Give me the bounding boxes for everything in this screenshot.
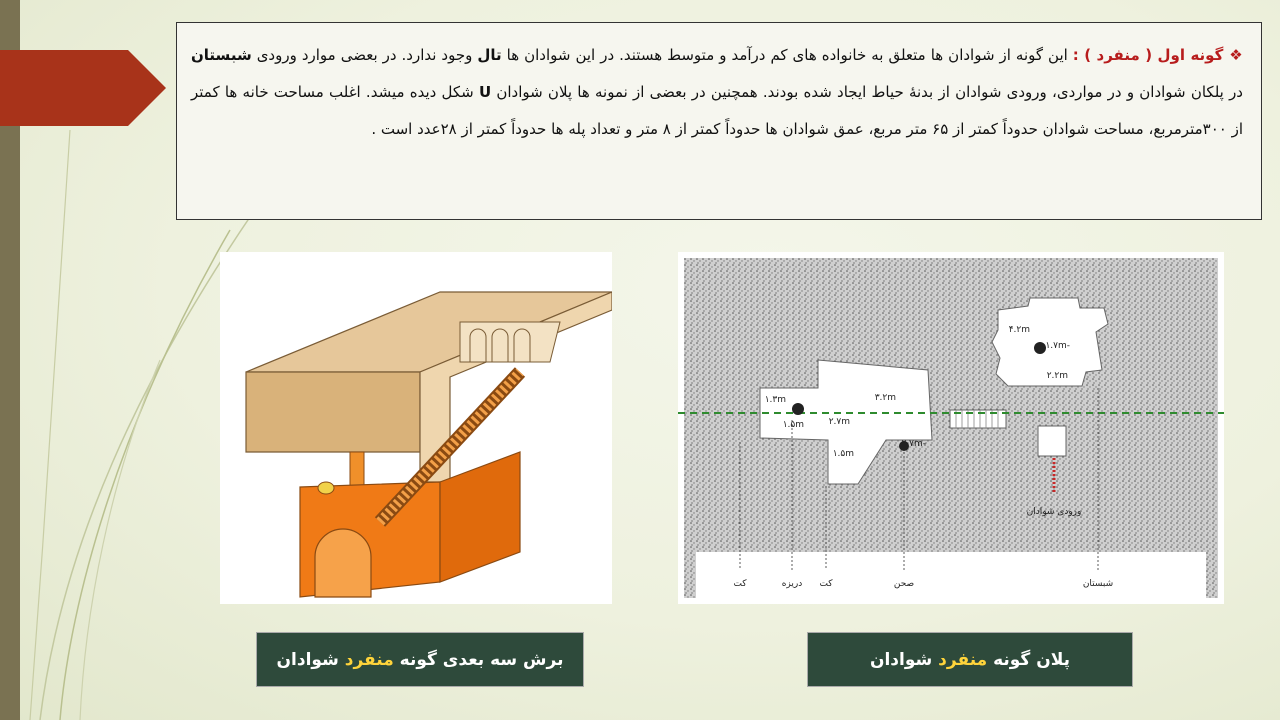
plan-caption [807, 632, 1133, 687]
text-segment: این گونه از شوادان ها متعلق به خانواده های کم درآمد و متوسط هستند. در این شوادان ها [501, 46, 1073, 64]
caption-text: پلان گونه [993, 649, 1071, 670]
text-segment: در پلکان شوادان و در مواردی، ورودی شوادان از بدنهٔ حیاط ایجاد شده بودند. همچنین در بعضی از نمونه ها پلان شوادان [491, 83, 1243, 101]
section-label: صحن [893, 579, 915, 589]
caption-highlight: منفرد [938, 649, 988, 670]
dim-label: ۲.۷m [828, 417, 850, 427]
dim-label: ۱.۳m [764, 395, 786, 405]
isometric-caption [256, 632, 584, 687]
bold-term-tal: تال [477, 46, 502, 64]
lead-heading: گونه اول ( منفرد ) : [1072, 46, 1224, 64]
caption-text: شوادان [869, 649, 933, 670]
entrance-label: ورودی شوادان [1026, 507, 1082, 517]
section-label: کت [733, 579, 747, 589]
caption-text: برش سه بعدی گونه [399, 649, 564, 670]
dim-label: ۱.۵m [782, 420, 804, 430]
dim-label: -۲.۷m [901, 439, 926, 449]
plan-drawing [678, 252, 1224, 604]
description-text-box [176, 22, 1262, 220]
dim-label: -۱.۷m [1045, 341, 1070, 351]
dim-label: ۴.۲m [1008, 325, 1030, 335]
text-segment: وجود ندارد. در بعضی موارد ورودی [251, 46, 478, 64]
text-segment: شکل دیده میشد. اغلب مساحت خانه ها کمتر از ۳۰۰مترمربع، مساحت شوادان حدوداً کمتر از ۶۵ متر مربع، عمق شوادان ها حدوداً کمتر از ۸ متر و تعداد پله ها حدوداً کمتر از ۲۸عدد است . [191, 83, 1243, 138]
dim-label: ۱.۵m [832, 449, 854, 459]
section-label: دریزه [781, 579, 803, 589]
dim-label: ۳.۲m [874, 393, 896, 403]
dim-label: ۲.۲m [1046, 371, 1068, 381]
bold-term-shabestan: شبستان [191, 46, 252, 64]
bullet-icon: ❖ [1229, 46, 1243, 64]
plan-image [678, 252, 1224, 604]
caption-text: شوادان [276, 649, 339, 670]
arrow-tab [0, 50, 166, 126]
isometric-section-image [220, 252, 612, 604]
section-label: کت [819, 579, 833, 589]
bold-term-u: U [478, 83, 492, 101]
caption-highlight: منفرد [344, 649, 394, 670]
section-label: شبستان [1082, 579, 1114, 589]
isometric-drawing [220, 252, 612, 604]
